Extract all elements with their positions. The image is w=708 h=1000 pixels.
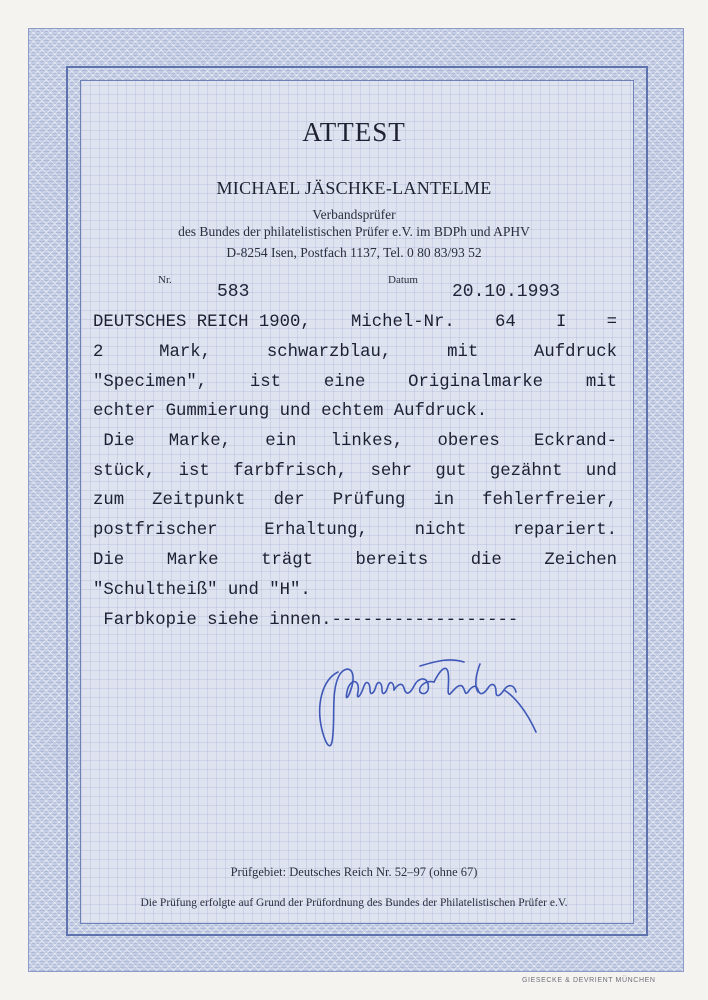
body-line-1: DEUTSCHES REICH 1900, Michel-Nr. 64 I = — [93, 313, 617, 332]
body-line-9: Die Marke trägt bereits die Zeichen — [93, 551, 617, 570]
printer-mark: GIESECKE & DEVRIENT MÜNCHEN — [522, 977, 656, 984]
examiner-name: MICHAEL JÄSCHKE-LANTELME — [216, 178, 492, 198]
examination-basis: Die Prüfung erfolgte auf Grund der Prüfordnung des Bundes der Philatelistischen Prüfer e.V. — [140, 897, 568, 909]
examination-scope: Prüfgebiet: Deutsches Reich Nr. 52–97 (ohne 67) — [230, 865, 478, 879]
body-line-8: postfrischer Erhaltung, nicht repariert. — [93, 521, 617, 540]
body-line-5: Die Marke, ein linkes, oberes Eckrand- — [93, 432, 617, 451]
date-label: Datum — [388, 274, 418, 286]
certificate-title: ATTEST — [302, 117, 406, 147]
body-line-3: "Specimen", ist eine Originalmarke mit — [93, 373, 617, 392]
examiner-role: Verbandsprüfer — [312, 207, 396, 222]
body-line-6: stück, ist farbfrisch, sehr gut gezähnt und — [93, 462, 617, 481]
examiner-address: D-8254 Isen, Postfach 1137, Tel. 0 80 83/93 52 — [226, 245, 482, 260]
body-line-7: zum Zeitpunkt der Prüfung in fehlerfreier, — [93, 491, 617, 510]
examiner-association: des Bundes der philatelistischen Prüfer e.V. im BDPh und APHV — [178, 224, 530, 239]
certificate-date: 20.10.1993 — [452, 282, 561, 302]
nr-label: Nr. — [158, 274, 172, 286]
body-line-10: "Schultheiß" und "H". — [93, 581, 311, 600]
signature — [300, 650, 560, 770]
body-line-4: echter Gummierung und echtem Aufdruck. — [93, 402, 488, 421]
body-line-2: 2 Mark, schwarzblau, mit Aufdruck — [93, 343, 617, 362]
certificate-number: 583 — [217, 282, 250, 302]
body-line-11: Farbkopie siehe innen.------------------ — [93, 611, 519, 630]
